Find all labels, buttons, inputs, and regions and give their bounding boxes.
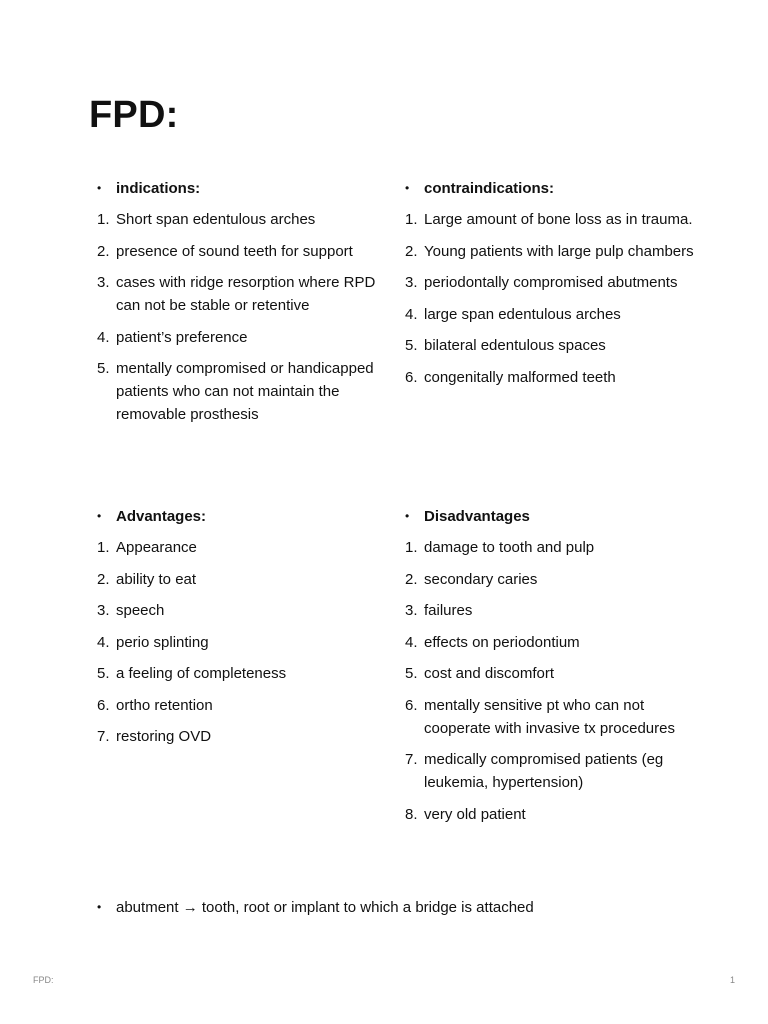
item-number: 2. — [405, 242, 418, 260]
item-text: congenitally malformed teeth — [424, 368, 616, 386]
item-number: 3. — [405, 602, 418, 619]
item-text: ability to eat — [116, 570, 197, 588]
list-item — [405, 631, 695, 654]
footer-document-title: FPD: — [33, 975, 54, 985]
item-number: 5. — [405, 665, 418, 682]
item-text: secondary caries — [424, 570, 538, 588]
item-text: cases with ridge resorption where RPD can not be stable or retentive — [116, 274, 376, 314]
list-item — [97, 240, 387, 263]
advantages-list — [97, 536, 387, 748]
item-number: 3. — [405, 274, 418, 291]
footer-page-number: 1 — [729, 975, 735, 985]
item-text: effects on periodontium — [424, 633, 580, 651]
list-item — [405, 568, 695, 591]
item-number: 2. — [97, 570, 110, 588]
item-text: failures — [424, 602, 473, 619]
list-item — [97, 599, 387, 622]
item-text: damage to tooth and pulp — [424, 539, 595, 556]
item-number: 7. — [97, 728, 110, 745]
contraindications-heading: contraindications: — [424, 180, 555, 197]
list-item — [405, 366, 695, 389]
list-item — [405, 803, 695, 826]
item-text: a feeling of completeness — [116, 665, 287, 682]
advantages-heading-row — [97, 505, 387, 528]
list-item — [97, 326, 387, 349]
indications-section — [97, 177, 387, 435]
item-number: 1. — [405, 539, 418, 556]
list-item — [405, 334, 695, 357]
item-number: 2. — [97, 242, 110, 260]
item-text: ortho retention — [116, 696, 213, 714]
item-text: medically compromised patients (eg leukemia, hypertension) — [424, 751, 664, 791]
disadvantages-heading: Disadvantages — [424, 508, 530, 525]
item-text: mentally sensitive pt who can not cooperate with invasive tx procedures — [424, 696, 675, 737]
item-text: presence of sound teeth for support — [116, 242, 353, 260]
list-item — [97, 725, 387, 748]
list-item — [97, 568, 387, 591]
bullet-icon: • — [405, 181, 410, 195]
item-number: 5. — [97, 360, 110, 377]
item-number: 6. — [97, 696, 110, 714]
item-text: Young patients with large pulp chambers — [424, 242, 694, 260]
item-number: 1. — [97, 211, 110, 228]
disadvantages-section — [405, 505, 695, 834]
list-item — [405, 240, 695, 263]
item-text: perio splinting — [116, 633, 209, 651]
list-item — [405, 536, 695, 559]
list-item — [405, 748, 695, 794]
list-item — [97, 271, 387, 317]
list-item — [405, 662, 695, 685]
item-text: large span edentulous arches — [424, 305, 621, 323]
advantages-section — [97, 505, 387, 757]
item-number: 6. — [405, 368, 418, 386]
item-text: patient’s preference — [116, 328, 248, 346]
item-text: Large amount of bone loss as in trauma. — [424, 211, 693, 228]
item-number: 7. — [405, 751, 418, 768]
item-number: 3. — [97, 602, 110, 619]
item-number: 4. — [97, 328, 110, 346]
contraindications-section — [405, 177, 695, 397]
disadvantages-heading-row — [405, 505, 695, 528]
item-number: 5. — [97, 665, 110, 682]
list-item — [405, 303, 695, 326]
item-text: mentally compromised or handicapped patients who can not maintain the removable prosthesis — [116, 360, 374, 423]
item-text: speech — [116, 602, 165, 619]
item-number: 5. — [405, 337, 418, 354]
abutment-note — [97, 896, 534, 919]
list-item — [405, 208, 695, 231]
item-number: 4. — [405, 633, 418, 651]
item-text: cost and discomfort — [424, 665, 555, 682]
contraindications-heading-row — [405, 177, 695, 200]
item-text: restoring OVD — [116, 728, 212, 745]
list-item — [97, 536, 387, 559]
item-text: Short span edentulous arches — [116, 211, 316, 228]
indications-list — [97, 208, 387, 426]
bullet-icon: • — [405, 509, 410, 523]
list-item — [97, 694, 387, 717]
item-number: 4. — [97, 633, 110, 651]
item-number: 2. — [405, 570, 418, 588]
item-number: 3. — [97, 274, 110, 291]
list-item — [405, 271, 695, 294]
list-item — [97, 662, 387, 685]
item-number: 4. — [405, 305, 418, 323]
list-item — [405, 599, 695, 622]
bullet-icon: • — [97, 181, 102, 195]
page-title: FPD: — [89, 94, 179, 136]
bullet-icon: • — [97, 900, 102, 914]
abutment-note-text: abutment → tooth, root or implant to which a bridge is attached — [116, 899, 534, 916]
list-item — [97, 208, 387, 231]
item-text: bilateral edentulous spaces — [424, 337, 606, 354]
advantages-heading: Advantages: — [116, 508, 207, 525]
contraindications-list — [405, 208, 695, 389]
disadvantages-list — [405, 536, 695, 826]
indications-heading: indications: — [116, 180, 201, 197]
indications-heading-row — [97, 177, 387, 200]
item-text: Appearance — [116, 539, 197, 556]
list-item — [97, 631, 387, 654]
bullet-icon: • — [97, 509, 102, 523]
item-number: 6. — [405, 696, 418, 714]
list-item — [405, 694, 695, 740]
item-number: 1. — [405, 211, 418, 228]
item-number: 8. — [405, 805, 418, 823]
item-text: periodontally compromised abutments — [424, 274, 678, 291]
item-number: 1. — [97, 539, 110, 556]
list-item — [97, 357, 387, 426]
item-text: very old patient — [424, 805, 526, 823]
